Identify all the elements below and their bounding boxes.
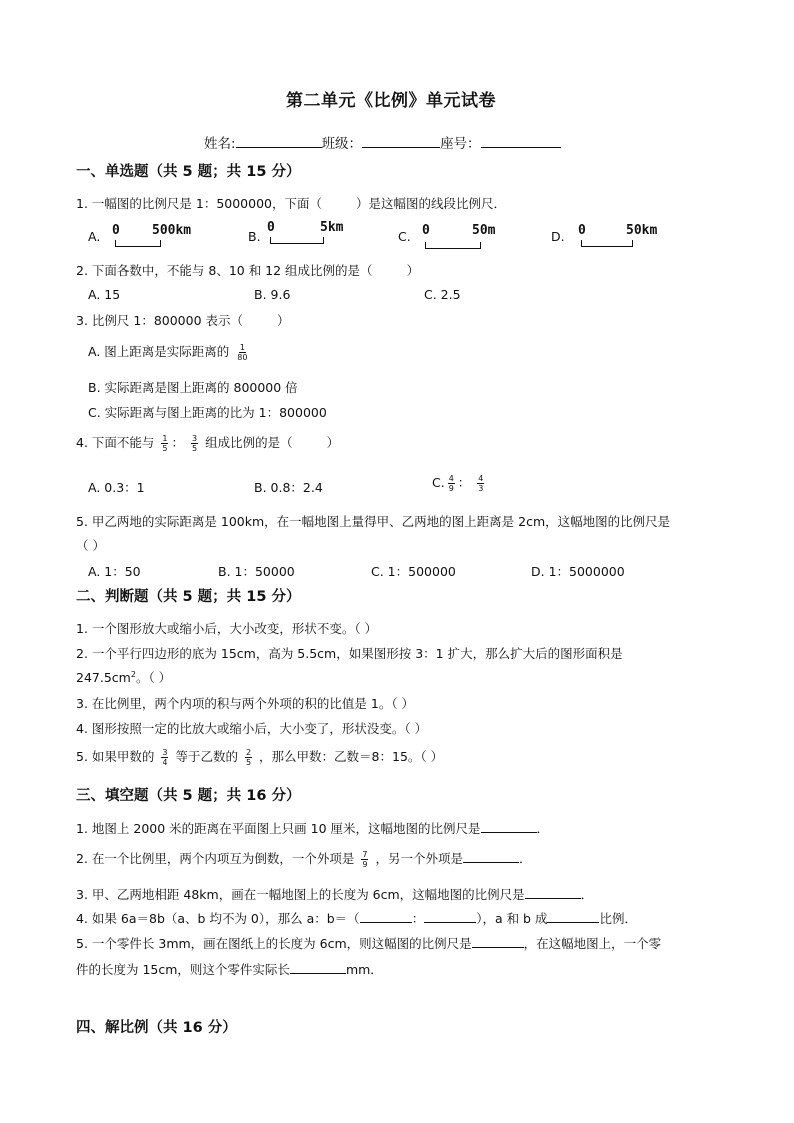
question-3-5: 5. 一个零件长 3mm，画在图纸上的长度为 6cm，则这幅图的比例尺是 ，在这幅地图上，一个零 (76, 936, 662, 951)
question-2-2: 2. 一个平行四边形的底为 15cm，高为 5.5cm，如果图形按 3：1 扩大，那么扩大后的图形面积是 (76, 646, 623, 661)
option-a[interactable]: A. 15 (88, 287, 121, 302)
answer-blank[interactable] (463, 862, 519, 863)
question-3-3: 3. 甲、乙两地相距 48km，画在一幅地图上的长度为 6cm，这幅地图的比例尺是 ． (76, 887, 594, 902)
option-text: A. 图上距离是实际距离的 (88, 344, 230, 359)
question-1-2 (76, 261, 419, 279)
option-a[interactable] (88, 342, 251, 362)
fraction: $\frac{7}{9}$ (362, 850, 368, 869)
question-text: 4. 下面不能与 (76, 435, 155, 450)
scale-bar-d (581, 240, 633, 247)
question-3-1: 1. 地图上 2000 米的距离在平面图上只画 10 厘米，这幅地图的比例尺是 ． (76, 821, 550, 836)
question-text: ）是这幅图的线段比例尺． (356, 196, 507, 211)
fraction: $\frac{4}{3}$ (478, 474, 484, 493)
scale-bar-b-zero: 0 (267, 220, 275, 235)
option-c[interactable]: C. 1：500000 (371, 564, 456, 579)
scale-bar-c-value: 50m (472, 223, 496, 238)
question-2-3: 3. 在比例里，两个内项的积与两个外项的积的比值是 1。（ ） (76, 696, 415, 711)
class-blank[interactable] (362, 147, 440, 148)
section-heading-1: 一、单选题（共 5 题；共 15 分） (76, 164, 301, 180)
question-3-4: 4. 如果 6a＝8b（a、b 均不为 0），那么 a：b＝（ ： ），a 和 b 成 比例． (76, 911, 637, 926)
question-3-5-cont: 件的长度为 15cm，则这个零件实际长 mm． (76, 962, 383, 977)
scale-bar-b (270, 237, 324, 244)
answer-blank[interactable] (360, 922, 412, 923)
scale-bar-a-zero: 0 (112, 223, 120, 238)
question-1-1 (76, 194, 506, 212)
seat-label: 座号： (440, 136, 481, 152)
page-title: 第二单元《比例》单元试卷 (286, 91, 496, 111)
question-text: 组成比例的是（ (205, 435, 293, 450)
question-2-2-cont: $247.5cm^2$。（ ） (76, 669, 172, 685)
scale-bar-a-value: 500km (152, 223, 192, 238)
question-text: 1. 一幅图的比例尺是 1：5000000，下面（ (76, 196, 322, 211)
option-b[interactable]: B. 1：50000 (218, 564, 295, 579)
answer-blank[interactable] (472, 947, 524, 948)
option-a[interactable]: A. 0.3：1 (88, 480, 145, 495)
scale-bar-a (115, 240, 161, 247)
answer-blank[interactable] (525, 898, 581, 899)
option-d[interactable]: D. 1：5000000 (531, 564, 625, 579)
answer-blank[interactable] (290, 973, 346, 974)
question-text: 3. 比例尺 1：800000 表示（ (76, 313, 244, 328)
fraction: $\frac{4}{9}$ (448, 474, 454, 493)
option-b[interactable]: B. 实际距离是图上距离的 800000 倍 (88, 380, 298, 395)
section-heading-3: 三、填空题（共 5 题；共 16 分） (76, 788, 301, 804)
answer-blank[interactable] (547, 922, 599, 923)
option-c[interactable]: C. 2.5 (424, 287, 461, 302)
option-b[interactable]: B. 9.6 (254, 287, 291, 302)
question-1-5: 5. 甲乙两地的实际距离是 100km，在一幅地图上量得甲、乙两地的图上距离是 2cm，这幅地图的比例尺是 (76, 514, 671, 529)
question-2-4: 4. 图形按照一定的比放大或缩小后，大小变了，形状没变。（ ） (76, 721, 428, 736)
option-a[interactable]: A. 1：50 (88, 564, 141, 579)
answer-blank[interactable] (424, 922, 476, 923)
fraction: $\frac{3}{4}$ (162, 748, 168, 767)
fraction: $\frac{1}{5}$ (162, 434, 168, 453)
student-info-line (204, 132, 561, 152)
option-c[interactable]: C. 实际距离与图上距离的比为 1：800000 (88, 405, 327, 420)
seat-blank[interactable] (481, 147, 561, 148)
question-text: ） (406, 263, 420, 278)
question-text: 2. 下面各数中，不能与 8、10 和 12 组成比例的是（ (76, 263, 373, 278)
fraction: $\frac{1}{80}$ (237, 343, 248, 362)
option-a-label[interactable]: A. (88, 229, 101, 244)
question-text: ） (277, 313, 290, 328)
option-c-label[interactable]: C. (398, 229, 411, 244)
fraction: $\frac{2}{5}$ (245, 748, 252, 767)
question-3-2: 2. 在一个比例里，两个内项互为倒数，一个外项是 $\frac{7}{9}$ ，另一个外项是 ． (76, 850, 532, 869)
option-d-label[interactable]: D. (551, 229, 565, 244)
scale-bar-d-zero: 0 (578, 223, 586, 238)
section-heading-2: 二、判断题（共 5 题；共 15 分） (76, 589, 301, 605)
class-label: 班级： (321, 136, 363, 152)
scale-bar-d-value: 50km (626, 223, 658, 238)
name-blank[interactable] (236, 147, 322, 148)
option-b-label[interactable]: B. (248, 229, 261, 244)
section-heading-4: 四、解比例（共 16 分） (76, 1020, 237, 1036)
question-2-5: 5. 如果甲数的 $\frac{3}{4}$ 等于乙数的 $\frac{2}{5}$ ，那么甲数：乙数＝8：15。（ ） (76, 748, 444, 767)
scale-bar-c-zero: 0 (422, 223, 430, 238)
option-c[interactable]: C. $\frac{4}{9}$ ： $\frac{4}{3}$ (432, 474, 484, 493)
answer-paren[interactable]: （ ） (76, 538, 105, 553)
name-label: 姓名: (204, 136, 236, 152)
option-b[interactable]: B. 0.8：2.4 (254, 480, 323, 495)
scale-bar-c (425, 242, 481, 249)
question-1-4: 4. 下面不能与 $\frac{1}{5}$ ： $\frac{3}{5}$ 组成比例的是（ ） (76, 434, 340, 453)
question-2-1: 1. 一个图形放大或缩小后，大小改变，形状不变。（ ） (76, 621, 378, 636)
scale-bar-b-value: 5km (320, 220, 344, 235)
fraction: $\frac{3}{5}$ (191, 434, 198, 453)
answer-blank[interactable] (481, 832, 537, 833)
question-1-3 (76, 311, 290, 329)
